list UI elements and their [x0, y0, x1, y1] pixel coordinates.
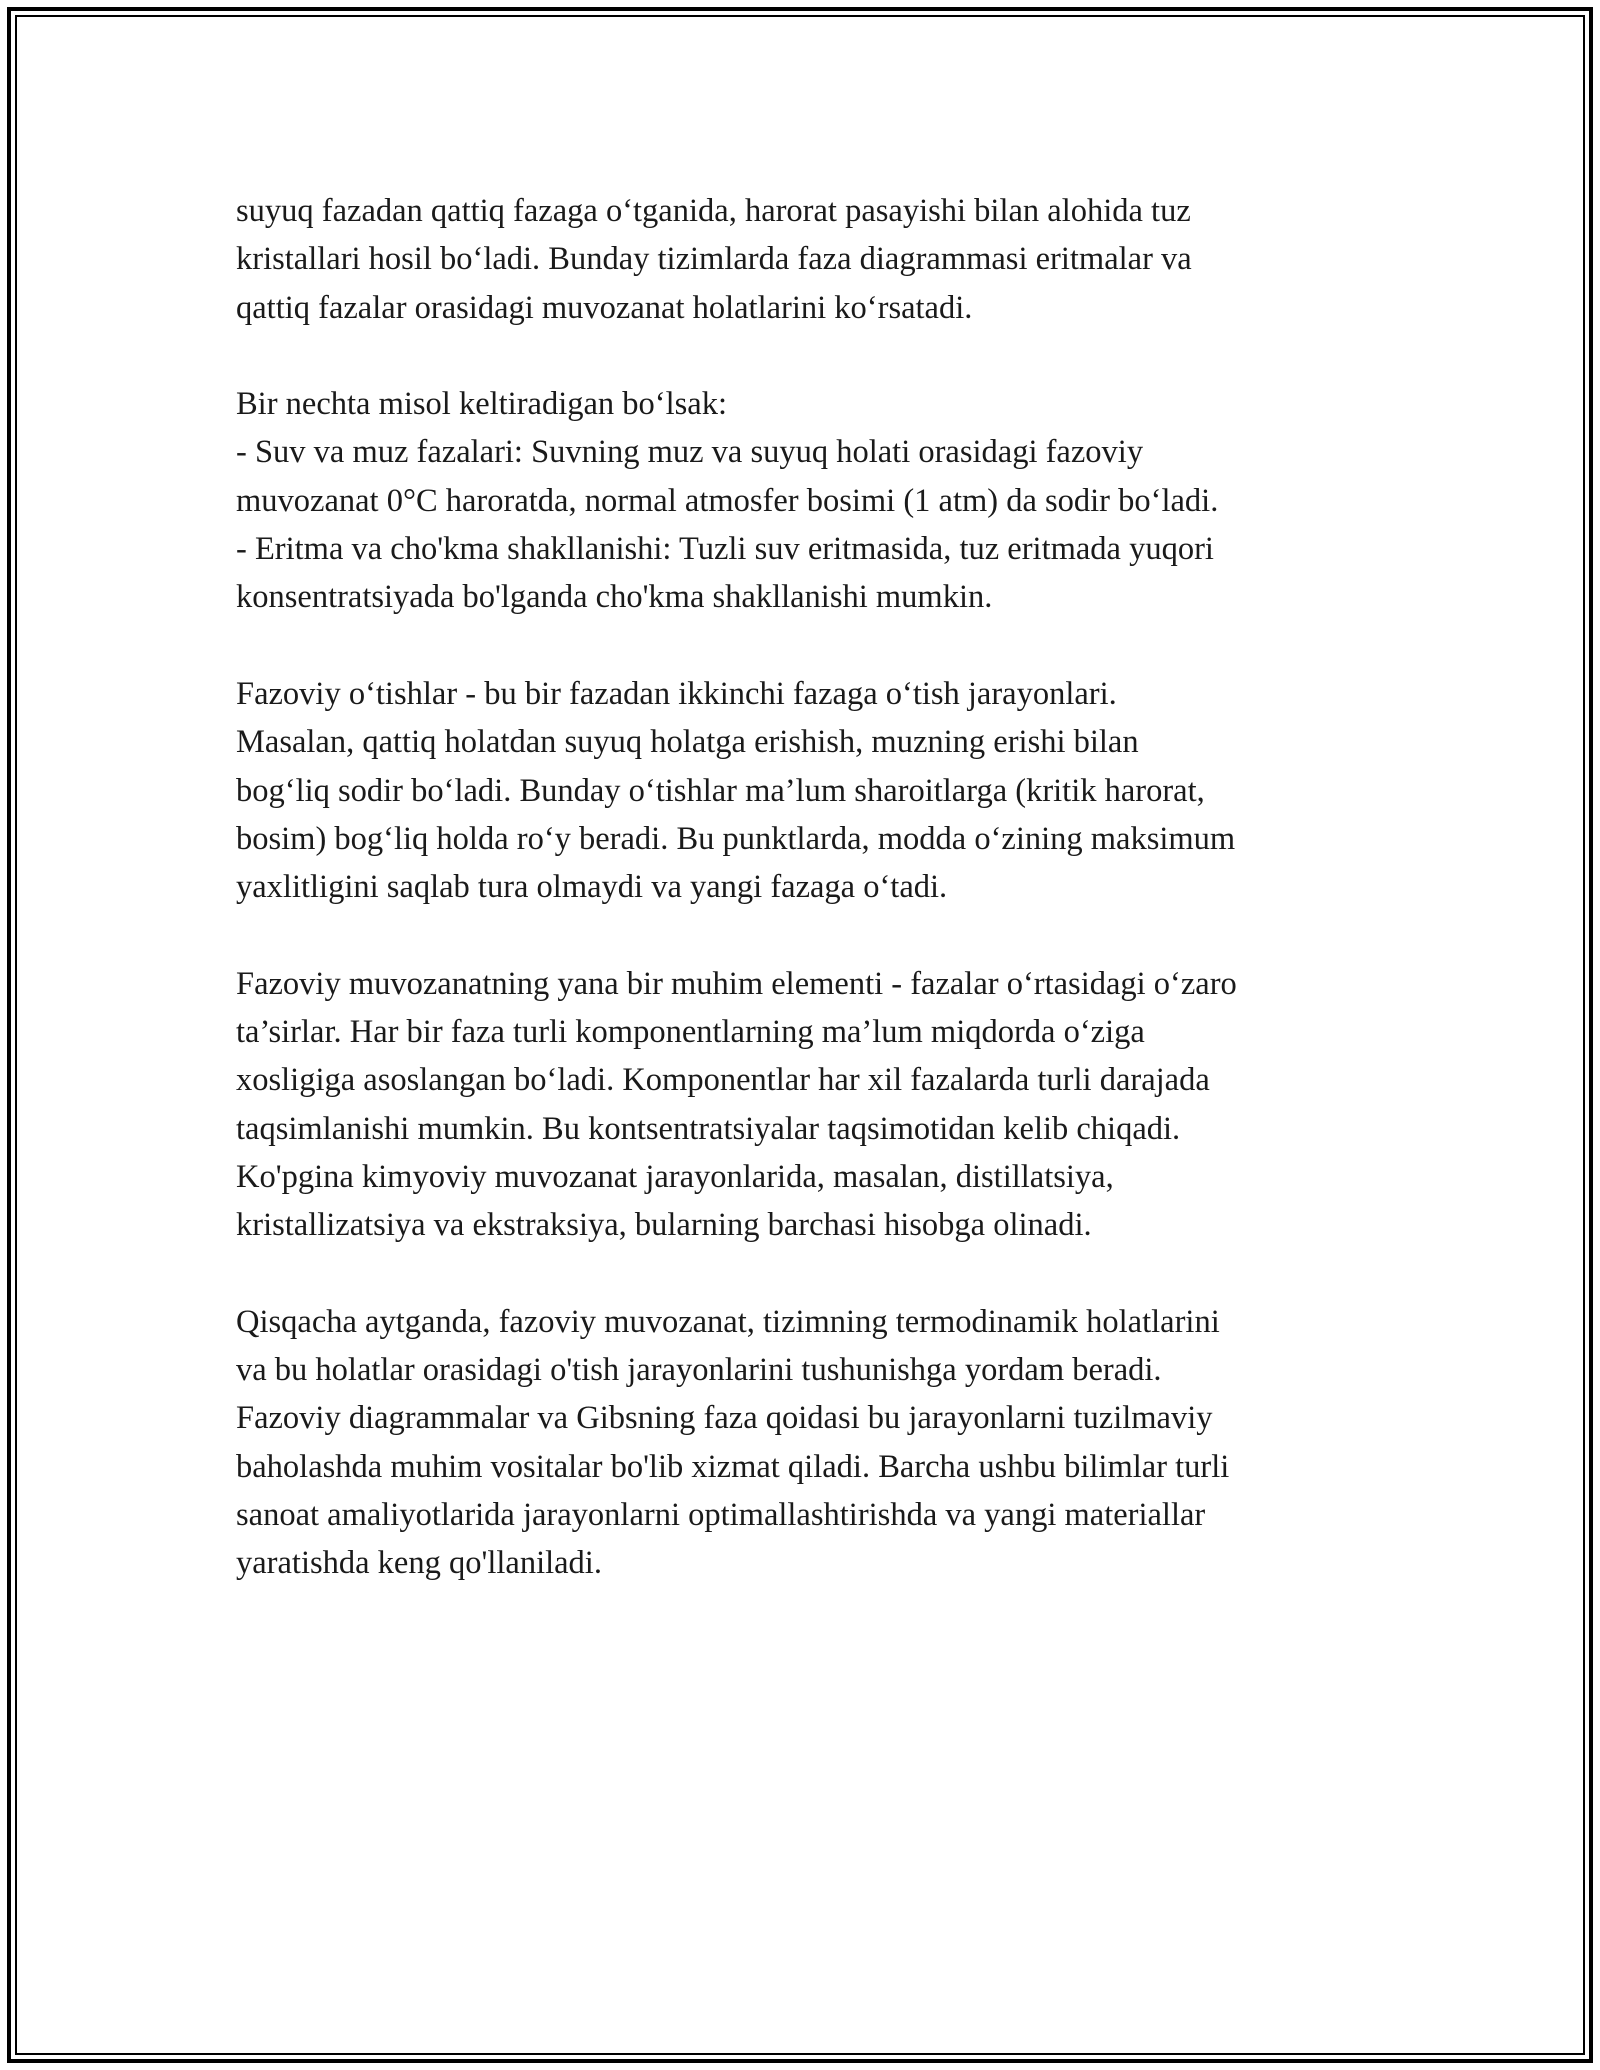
text-line: kristallizatsiya va ekstraksiya, bularning barchasi hisobga olinadi.: [236, 1207, 1092, 1244]
text-line: ta’sirlar. Har bir faza turli komponentlarning ma’lum miqdorda o‘ziga: [236, 1014, 1145, 1051]
text-line: bog‘liq sodir bo‘ladi. Bunday o‘tishlar ma’lum sharoitlarga (kritik harorat,: [236, 772, 1205, 809]
paragraph-2: [236, 380, 1376, 621]
text-line: - Suv va muz fazalari: Suvning muz va suyuq holati orasidagi fazoviy: [236, 434, 1144, 471]
document-body: [236, 187, 1376, 1636]
text-line: baholashda muhim vositalar bo'lib xizmat qiladi. Barcha ushbu bilimlar turli: [236, 1448, 1230, 1485]
text-line: suyuq fazadan qattiq fazaga o‘tganida, harorat pasayishi bilan alohida tuz: [236, 193, 1191, 229]
text-line: xosligiga asoslangan bo‘ladi. Komponentlar har xil fazalarda turli darajada: [236, 1062, 1210, 1099]
text-line: Masalan, qattiq holatdan suyuq holatga erishish, muzning erishi bilan: [236, 724, 1139, 761]
text-line: Fazoviy o‘tishlar - bu bir fazadan ikkinchi fazaga o‘tish jarayonlari.: [236, 675, 1117, 712]
paragraph-5: [236, 1298, 1376, 1588]
text-line: bosim) bog‘liq holda ro‘y beradi. Bu punktlarda, modda o‘zining maksimum: [236, 820, 1236, 857]
text-line: Fazoviy diagrammalar va Gibsning faza qoidasi bu jarayonlarni tuzilmaviy: [236, 1400, 1213, 1437]
text-line: yaxlitligini saqlab tura olmaydi va yangi fazaga o‘tadi.: [236, 869, 948, 906]
text-line: taqsimlanishi mumkin. Bu kontsentratsiyalar taqsimotidan kelib chiqadi.: [236, 1110, 1181, 1147]
paragraph-3: [236, 670, 1376, 911]
text-line: konsentratsiyada bo'lganda cho'kma shakllanishi mumkin.: [236, 579, 993, 616]
paragraph-4: [236, 960, 1376, 1250]
text-line: muvozanat 0°C haroratda, normal atmosfer bosimi (1 atm) da sodir bo‘ladi.: [236, 482, 1219, 519]
text-line: Bir nechta misol keltiradigan bo‘lsak:: [236, 386, 727, 423]
text-line: sanoat amaliyotlarida jarayonlarni optimallashtirishda va yangi materiallar: [236, 1497, 1206, 1534]
text-line: kristallari hosil bo‘ladi. Bunday tizimlarda faza diagrammasi eritmalar va: [236, 241, 1192, 278]
paragraph-1: [236, 187, 1376, 332]
text-line: - Eritma va cho'kma shakllanishi: Tuzli suv eritmasida, tuz eritmada yuqori: [236, 531, 1214, 568]
text-line: Ko'pgina kimyoviy muvozanat jarayonlarida, masalan, distillatsiya,: [236, 1158, 1114, 1195]
text-line: va bu holatlar orasidagi o'tish jarayonlarini tushunishga yordam beradi.: [236, 1352, 1162, 1389]
text-line: qattiq fazalar orasidagi muvozanat holatlarini ko‘rsatadi.: [236, 289, 973, 326]
text-line: Qisqacha aytganda, fazoviy muvozanat, tizimning termodinamik holatlarini: [236, 1303, 1220, 1340]
text-line: yaratishda keng qo'llaniladi.: [236, 1545, 602, 1582]
text-line: Fazoviy muvozanatning yana bir muhim elementi - fazalar o‘rtasidagi o‘zaro: [236, 965, 1237, 1002]
